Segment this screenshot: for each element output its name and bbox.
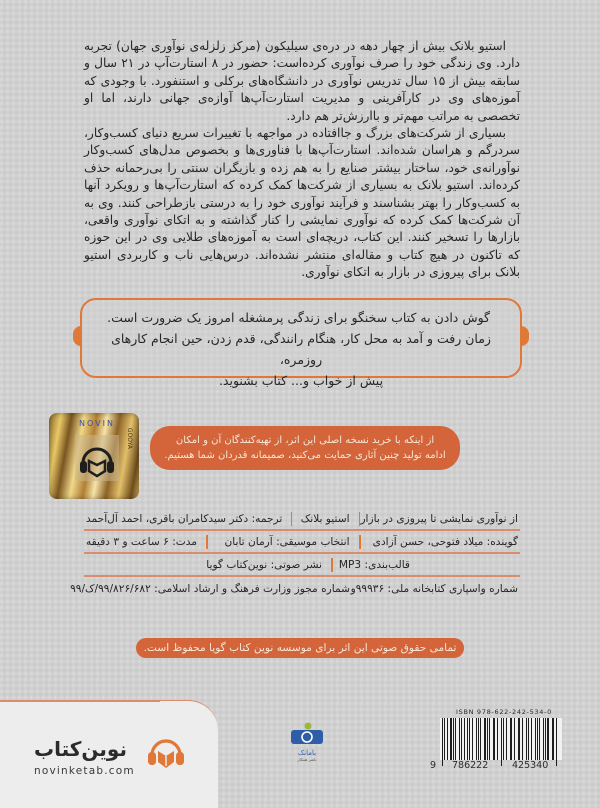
info-row-format <box>84 554 520 577</box>
hologram-brand: NOVIN <box>79 419 115 428</box>
book-author: استیو بلانک <box>300 512 350 525</box>
publisher-logo <box>289 722 325 762</box>
barcode-bars <box>440 718 562 760</box>
book-music: انتخاب موسیقی: آرمان تابان <box>224 535 350 548</box>
publisher-name: بامانک <box>297 749 317 757</box>
headphones-book-icon <box>75 439 119 479</box>
separator <box>331 558 333 572</box>
isbn-barcode <box>426 708 578 772</box>
hologram-side-text: GOOYA <box>126 427 133 449</box>
book-format: قالب‌بندی: MP3 <box>338 558 410 571</box>
brand-name: نوین‌کتاب <box>34 737 127 761</box>
separator <box>359 535 361 549</box>
audiobook-callout-box <box>80 298 522 388</box>
book-title: از نوآوری نمایشی تا پیروزی در بازار <box>360 512 518 525</box>
divider <box>0 701 160 702</box>
callout-line: گوش دادن به کتاب سخنگو برای زندگی پرمشغله امروز یک ضرورت است. <box>107 310 490 325</box>
library-number: شماره واسپاری کتابخانه ملی: ۹۹۹۳۶و <box>350 582 518 595</box>
book-narrator: گوینده: میلاد فتوحی، حسن آزادی <box>372 535 518 548</box>
support-note-line: از اینکه با خرید نسخه اصلی این اثر، از تهیه‌کنندگان آن و امکان <box>175 435 435 446</box>
barcode-digits <box>426 760 578 772</box>
brand-logo-plate <box>0 700 218 808</box>
isbn-label: ISBN 978-622-242-534-0 <box>456 708 552 716</box>
audio-publisher: نشر صوتی: نوین‌کتاب گویا <box>206 558 322 571</box>
info-row-credits <box>84 531 520 554</box>
book-info-table <box>70 508 520 600</box>
description-paragraph: بسیاری از شرکت‌های بزرگ و جاافتاده در مواجهه با تغییرات سریع دنیای کسب‌وکار، سردرگم و هراسان شده‌اند. استارت‌آپ‌ها با فناوری‌ها و بخصوص مدل‌های کسب‌وکار نوآورانه‌ی خود، ساختار بیشتر صنایع را به هم زده و بازیگران سنتی را بی‌رحمانه حذف کرده‌اند. استیو بلانک به بسیاری از شرکت‌ها کمک کرده که استارت‌آپ‌ها و رویکرد آنها به کسب‌وکار را بهتر بشناسند و فرآیند نوآوری خود را به درستی بازطراحی کنند. وی به آن شرکت‌ها کمک کرده که نوآوری نمایشی را کنار گذاشته و به اتکای نوآوری واقعی، بازارها را تسخیر کنند. این کتاب، دریچه‌ای است به آموزه‌های طلایی وی در این حوزه که تاکنون در هیچ کتاب و مقاله‌ای منتشر نشده‌اند. درس‌هایی ناب و کاربردی استیو بلانک برای پیروزی در بازار به اتکای نوآوری. <box>84 126 520 280</box>
brand-url[interactable]: novinketab.com <box>34 765 135 777</box>
callout-tab-right <box>521 326 529 346</box>
info-row-title <box>84 508 520 531</box>
book-duration: مدت: ۶ ساعت و ۳ دقیقه <box>85 535 197 548</box>
barcode-digits-left: 786222 <box>452 760 489 771</box>
copyright-banner: تمامی حقوق صوتی این اثر برای موسسه نوین کتاب گویا محفوظ است. <box>136 638 464 658</box>
support-note-line: ادامه تولید چنین آثاری حمایت می‌کنید، صمیمانه قدردان شما هستیم. <box>164 450 446 461</box>
callout-line: زمان رفت و آمد به محل کار، هنگام رانندگی، قدم زدن، حین انجام کارهای روزمره، <box>111 331 491 367</box>
callout-tab-left <box>73 326 81 346</box>
separator <box>206 535 208 549</box>
support-note-pill <box>150 426 460 470</box>
headphones-book-icon <box>146 735 186 769</box>
book-description <box>84 38 520 282</box>
info-row-registration <box>70 577 520 600</box>
hologram-sticker <box>49 413 139 499</box>
book-translator: ترجمه: دکتر سیدکامران باقری، احمد آل‌آحمد <box>86 512 283 525</box>
barcode-digits-right: 425340 <box>512 760 549 771</box>
callout-line: پیش از خواب و... کتاب بشنوید. <box>218 373 384 388</box>
description-paragraph: استیو بلانک بیش از چهار دهه در دره‌ی سیلیکون (مرکز زلزله‌ی نوآوری جهان) تجربه دارد. وی زندگی خود را صرف نوآوری کرده‌است: حضور در ۸ استارت‌آپ در ۲۱ سال و سابقه بیش از ۱۵ سال تدریس نوآوری در دانشگاه‌های برکلی و استنفورد. با وجودی که آموزه‌های وی در کارآفرینی و مدیریت استارت‌آپ‌ها آوازه‌ی جهانی دارند، اما او تخصصی به مراتب مهم‌تر و باارزش‌تر هم دارد. <box>84 39 520 123</box>
publisher-logo-icon <box>289 722 325 744</box>
publisher-subtitle: ناشر همکار <box>297 757 317 762</box>
barcode-digit-first: 9 <box>430 760 437 771</box>
license-number: شماره مجوز وزارت فرهنگ و ارشاد اسلامی: ۹۹/۸۲۶/۶۸۲/ک/۹۹ <box>70 582 350 595</box>
